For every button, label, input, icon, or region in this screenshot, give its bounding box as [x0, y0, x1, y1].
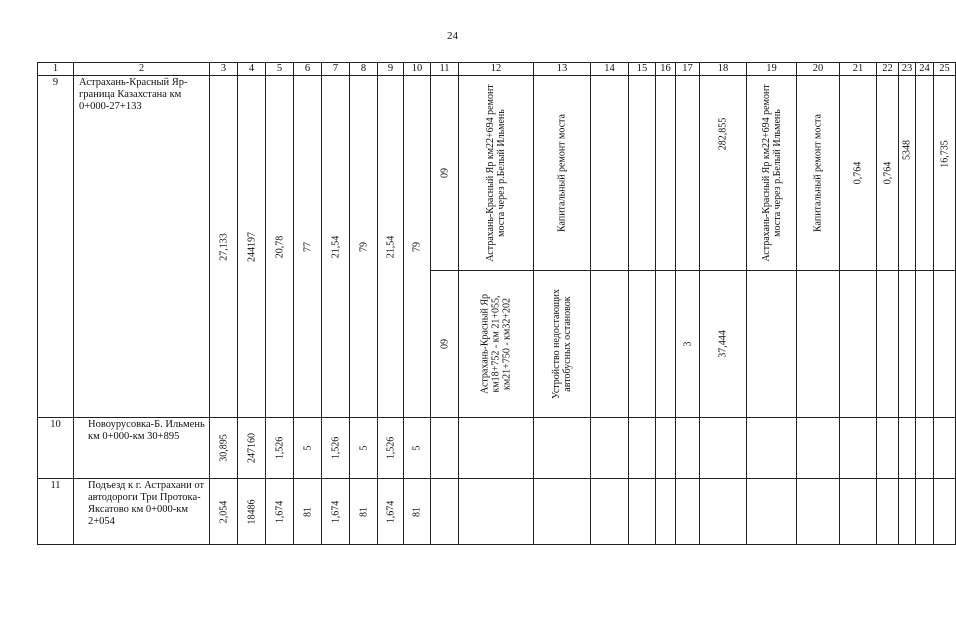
col-header: 1 — [38, 63, 74, 76]
cell-value: 0,764 — [840, 76, 877, 271]
table-row — [38, 76, 956, 271]
col-header: 14 — [591, 63, 629, 76]
col-header: 21 — [840, 63, 877, 76]
row-number: 11 — [38, 479, 74, 545]
cell-empty — [840, 271, 877, 418]
road-name: Астрахань-Красный Яр-граница Казахстана км 0+000-27+133 — [74, 76, 210, 418]
cell-empty — [700, 418, 747, 479]
cell-value: 16,735 — [934, 76, 956, 271]
cell-empty — [934, 479, 956, 545]
row-number: 10 — [38, 418, 74, 479]
road-repair-table — [37, 62, 956, 545]
cell-value: 20,78 — [266, 76, 294, 418]
cell-length-km: 30,895 — [210, 418, 238, 479]
cell-value: 1,674 — [322, 479, 350, 545]
cell-empty — [591, 76, 629, 271]
cell-empty — [934, 271, 956, 418]
cell-empty — [676, 479, 700, 545]
cell-value: 247160 — [238, 418, 266, 479]
col-header: 10 — [404, 63, 431, 76]
cell-value: 1,526 — [266, 418, 294, 479]
col-header: 7 — [322, 63, 350, 76]
cell-empty — [534, 418, 591, 479]
cell-value: 79 — [404, 76, 431, 418]
cell-empty — [797, 271, 840, 418]
cell-value: 244197 — [238, 76, 266, 418]
cell-empty — [797, 479, 840, 545]
cell-empty — [916, 76, 934, 271]
cell-empty — [591, 479, 629, 545]
cell-value: 79 — [350, 76, 378, 418]
cell-object-name: Астрахань-Красный Яр км18+752 - км 21+055, км21+750 - км32+202 — [459, 271, 534, 418]
cell-code: 09 — [431, 271, 459, 418]
cell-value: 81 — [404, 479, 431, 545]
cell-work-type: Капитальный ремонт моста — [797, 76, 840, 271]
col-header: 16 — [656, 63, 676, 76]
col-header: 12 — [459, 63, 534, 76]
col-header: 13 — [534, 63, 591, 76]
cell-empty — [840, 418, 877, 479]
cell-empty — [629, 271, 656, 418]
col-header: 11 — [431, 63, 459, 76]
cell-empty — [629, 479, 656, 545]
cell-empty — [629, 418, 656, 479]
table-row — [38, 418, 956, 479]
col-header: 19 — [747, 63, 797, 76]
cell-empty — [916, 418, 934, 479]
col-header: 5 — [266, 63, 294, 76]
col-header: 2 — [74, 63, 210, 76]
cell-value: 0,764 — [877, 76, 899, 271]
row-number: 9 — [38, 76, 74, 418]
cell-object-name: Астрахань-Красный Яр км22+694 ремонт моста через р.Белый Ильмень — [747, 76, 797, 271]
cell-empty — [899, 479, 916, 545]
col-header: 17 — [676, 63, 700, 76]
column-number-row — [38, 63, 956, 76]
road-name: Подъезд к г. Астрахани от автодороги Три Протока-Яксатово км 0+000-км 2+054 — [74, 479, 210, 545]
cell-empty — [676, 418, 700, 479]
cell-empty — [629, 76, 656, 271]
cell-empty — [916, 479, 934, 545]
cell-value: 18486 — [238, 479, 266, 545]
cell-length-km: 2,054 — [210, 479, 238, 545]
cell-length-km: 27,133 — [210, 76, 238, 418]
cell-value: 21,54 — [378, 76, 404, 418]
col-header: 25 — [934, 63, 956, 76]
cell-value: 81 — [294, 479, 322, 545]
cell-value: 21,54 — [322, 76, 350, 418]
cell-value: 282,855 — [700, 76, 747, 271]
cell-empty — [700, 479, 747, 545]
cell-empty — [534, 479, 591, 545]
cell-empty — [591, 418, 629, 479]
cell-empty — [747, 418, 797, 479]
cell-empty — [877, 271, 899, 418]
cell-value: 1,526 — [378, 418, 404, 479]
cell-empty — [656, 418, 676, 479]
cell-empty — [591, 271, 629, 418]
col-header: 4 — [238, 63, 266, 76]
col-header: 20 — [797, 63, 840, 76]
col-header: 24 — [916, 63, 934, 76]
col-header: 6 — [294, 63, 322, 76]
cell-empty — [797, 418, 840, 479]
cell-empty — [459, 418, 534, 479]
cell-value: 37,444 — [700, 271, 747, 418]
cell-empty — [656, 76, 676, 271]
cell-empty — [899, 271, 916, 418]
cell-value: 5 — [294, 418, 322, 479]
cell-work-type: Устройство недостающих автобусных остановок — [534, 271, 591, 418]
cell-empty — [877, 479, 899, 545]
cell-empty — [431, 418, 459, 479]
cell-value: 1,674 — [266, 479, 294, 545]
cell-empty — [747, 271, 797, 418]
cell-empty — [656, 271, 676, 418]
col-header: 23 — [899, 63, 916, 76]
col-header: 15 — [629, 63, 656, 76]
cell-value — [676, 76, 700, 271]
cell-work-type: Капитальный ремонт моста — [534, 76, 591, 271]
cell-empty — [656, 479, 676, 545]
cell-object-name: Астрахань-Красный Яр км22+694 ремонт моста через р.Белый Ильмень — [459, 76, 534, 271]
cell-value: 1,674 — [378, 479, 404, 545]
cell-value: 5348 — [899, 76, 916, 271]
col-header: 18 — [700, 63, 747, 76]
cell-code: 09 — [431, 76, 459, 271]
col-header: 3 — [210, 63, 238, 76]
cell-empty — [934, 418, 956, 479]
road-name: Новоурусовка-Б. Ильмень км 0+000-км 30+895 — [74, 418, 210, 479]
col-header: 22 — [877, 63, 899, 76]
col-header: 9 — [378, 63, 404, 76]
table-row — [38, 479, 956, 545]
page-number: 24 — [447, 30, 458, 42]
cell-empty — [431, 479, 459, 545]
cell-empty — [459, 479, 534, 545]
cell-value: 5 — [350, 418, 378, 479]
cell-empty — [899, 418, 916, 479]
cell-value: 81 — [350, 479, 378, 545]
cell-empty — [877, 418, 899, 479]
cell-value: 77 — [294, 76, 322, 418]
cell-empty — [747, 479, 797, 545]
cell-empty — [916, 271, 934, 418]
cell-empty — [840, 479, 877, 545]
cell-value: 5 — [404, 418, 431, 479]
col-header: 8 — [350, 63, 378, 76]
cell-value: 3 — [676, 271, 700, 418]
cell-value: 1,526 — [322, 418, 350, 479]
